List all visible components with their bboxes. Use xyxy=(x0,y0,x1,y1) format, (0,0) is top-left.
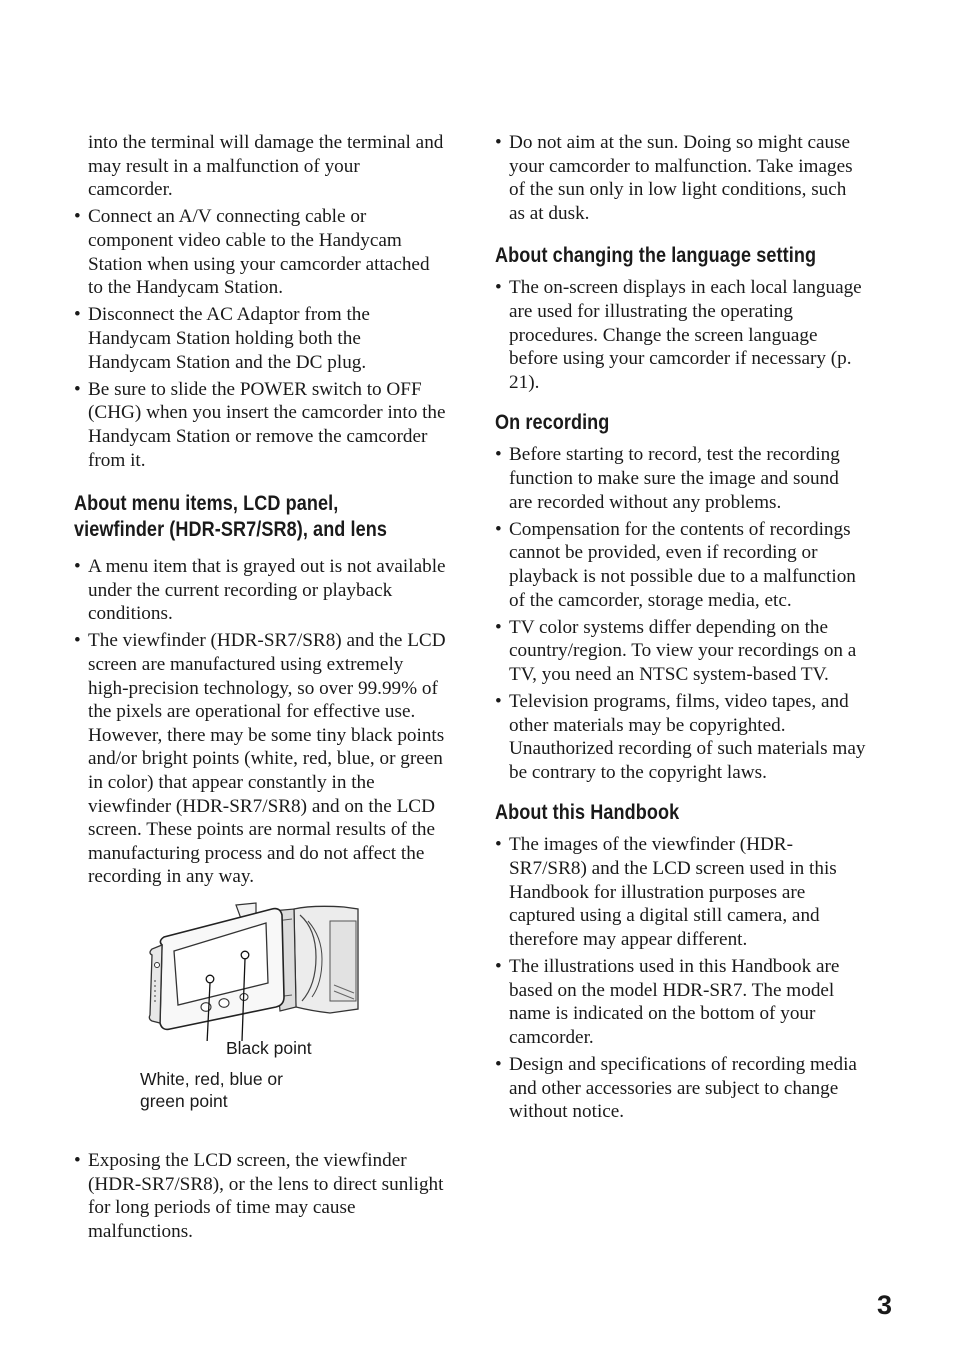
list-item: • Disconnect the AC Adaptor from the Handycam Station holding both the Handycam Station and the DC plug. xyxy=(74,303,446,374)
section-heading-handbook: About this Handbook xyxy=(495,801,680,825)
list-item: • The on-screen displays in each local language are used for illustrating the operating procedures. Change the screen language before using your camcorder if necessary (p. 21). xyxy=(495,276,867,394)
list-item: • A menu item that is grayed out is not available under the current recording or playback conditions. xyxy=(74,555,446,626)
bullet-list-menu-lcd xyxy=(74,555,446,889)
bullet-list-handbook xyxy=(495,833,867,1123)
section-heading-language: About changing the language setting xyxy=(495,244,817,268)
list-item: • The images of the viewfinder (HDR-SR7/SR8) and the LCD screen used in this Handbook for illustration purposes are captured using a digital still camera, and therefore may appear different. xyxy=(495,833,867,951)
heading-line: viewfinder (HDR-SR7/SR8), and lens xyxy=(74,518,388,542)
list-item: • Do not aim at the sun. Doing so might cause your camcorder to malfunction. Take images of the sun only in low light conditions, such as at dusk. xyxy=(495,131,867,225)
bullet-list-sun xyxy=(495,131,867,225)
list-item: • The viewfinder (HDR-SR7/SR8) and the LCD screen are manufactured using extremely high-precision technology, so over 99.99% of the pixels are operational for effective use. However, there may be some tiny black points and/or bright points (white, red, blue, or green in color) that appear constantly in the viewfinder (HDR-SR7/SR8) and on the LCD screen. These points are normal results of the manufacturing process and do not affect the recording in any way. xyxy=(74,629,446,889)
left-column xyxy=(74,131,446,1247)
list-item: • Design and specifications of recording media and other accessories are subject to change without notice. xyxy=(495,1053,867,1124)
bullet-list-language xyxy=(495,276,867,394)
list-item: • Before starting to record, test the recording function to make sure the image and sound are recorded without any problems. xyxy=(495,443,867,514)
right-column xyxy=(495,131,867,1127)
list-item: • Exposing the LCD screen, the viewfinder (HDR-SR7/SR8), or the lens to direct sunlight for long periods of time may cause malfunctions. xyxy=(74,1149,446,1243)
bullet-list-sunlight xyxy=(74,1149,446,1243)
list-item: • The illustrations used in this Handbook are based on the model HDR-SR7. The model name is indicated on the bottom of your camcorder. xyxy=(495,955,867,1049)
black-point-label: Black point xyxy=(226,1038,312,1058)
section-heading-menu-lcd xyxy=(74,491,446,543)
white-point-label-line2: green point xyxy=(140,1091,228,1111)
list-item: • Connect an A/V connecting cable or component video cable to the Handycam Station when using your camcorder attached to the Handycam Station. xyxy=(74,205,446,299)
page-number: 3 xyxy=(876,1290,892,1320)
intro-continuation-text: into the terminal will damage the terminal and may result in a malfunction of your camcorder. xyxy=(88,132,444,201)
list-item: • TV color systems differ depending on the country/region. To view your recordings on a TV, you need an NTSC system-based TV. xyxy=(495,616,867,687)
heading-line: About menu items, LCD panel, xyxy=(74,492,339,516)
section-heading-recording: On recording xyxy=(495,411,610,435)
bullet-list-recording xyxy=(495,443,867,784)
list-item: • Compensation for the contents of recordings cannot be provided, even if recording or playback is not possible due to a malfunction of the camcorder, storage media, etc. xyxy=(495,518,867,612)
camcorder-lcd-illustration xyxy=(144,901,364,1041)
list-item: • Be sure to slide the POWER switch to OFF (CHG) when you insert the camcorder into the Handycam Station or remove the camcorder from it. xyxy=(74,378,446,472)
white-point-label-line1: White, red, blue or xyxy=(140,1069,283,1089)
bullet-list-handycam-station xyxy=(74,205,446,472)
list-item: • Television programs, films, video tapes, and other materials may be copyrighted. Unauthorized recording of such materials may be contrary to the copyright laws. xyxy=(495,690,867,784)
lcd-pixel-illustration xyxy=(74,901,446,1125)
